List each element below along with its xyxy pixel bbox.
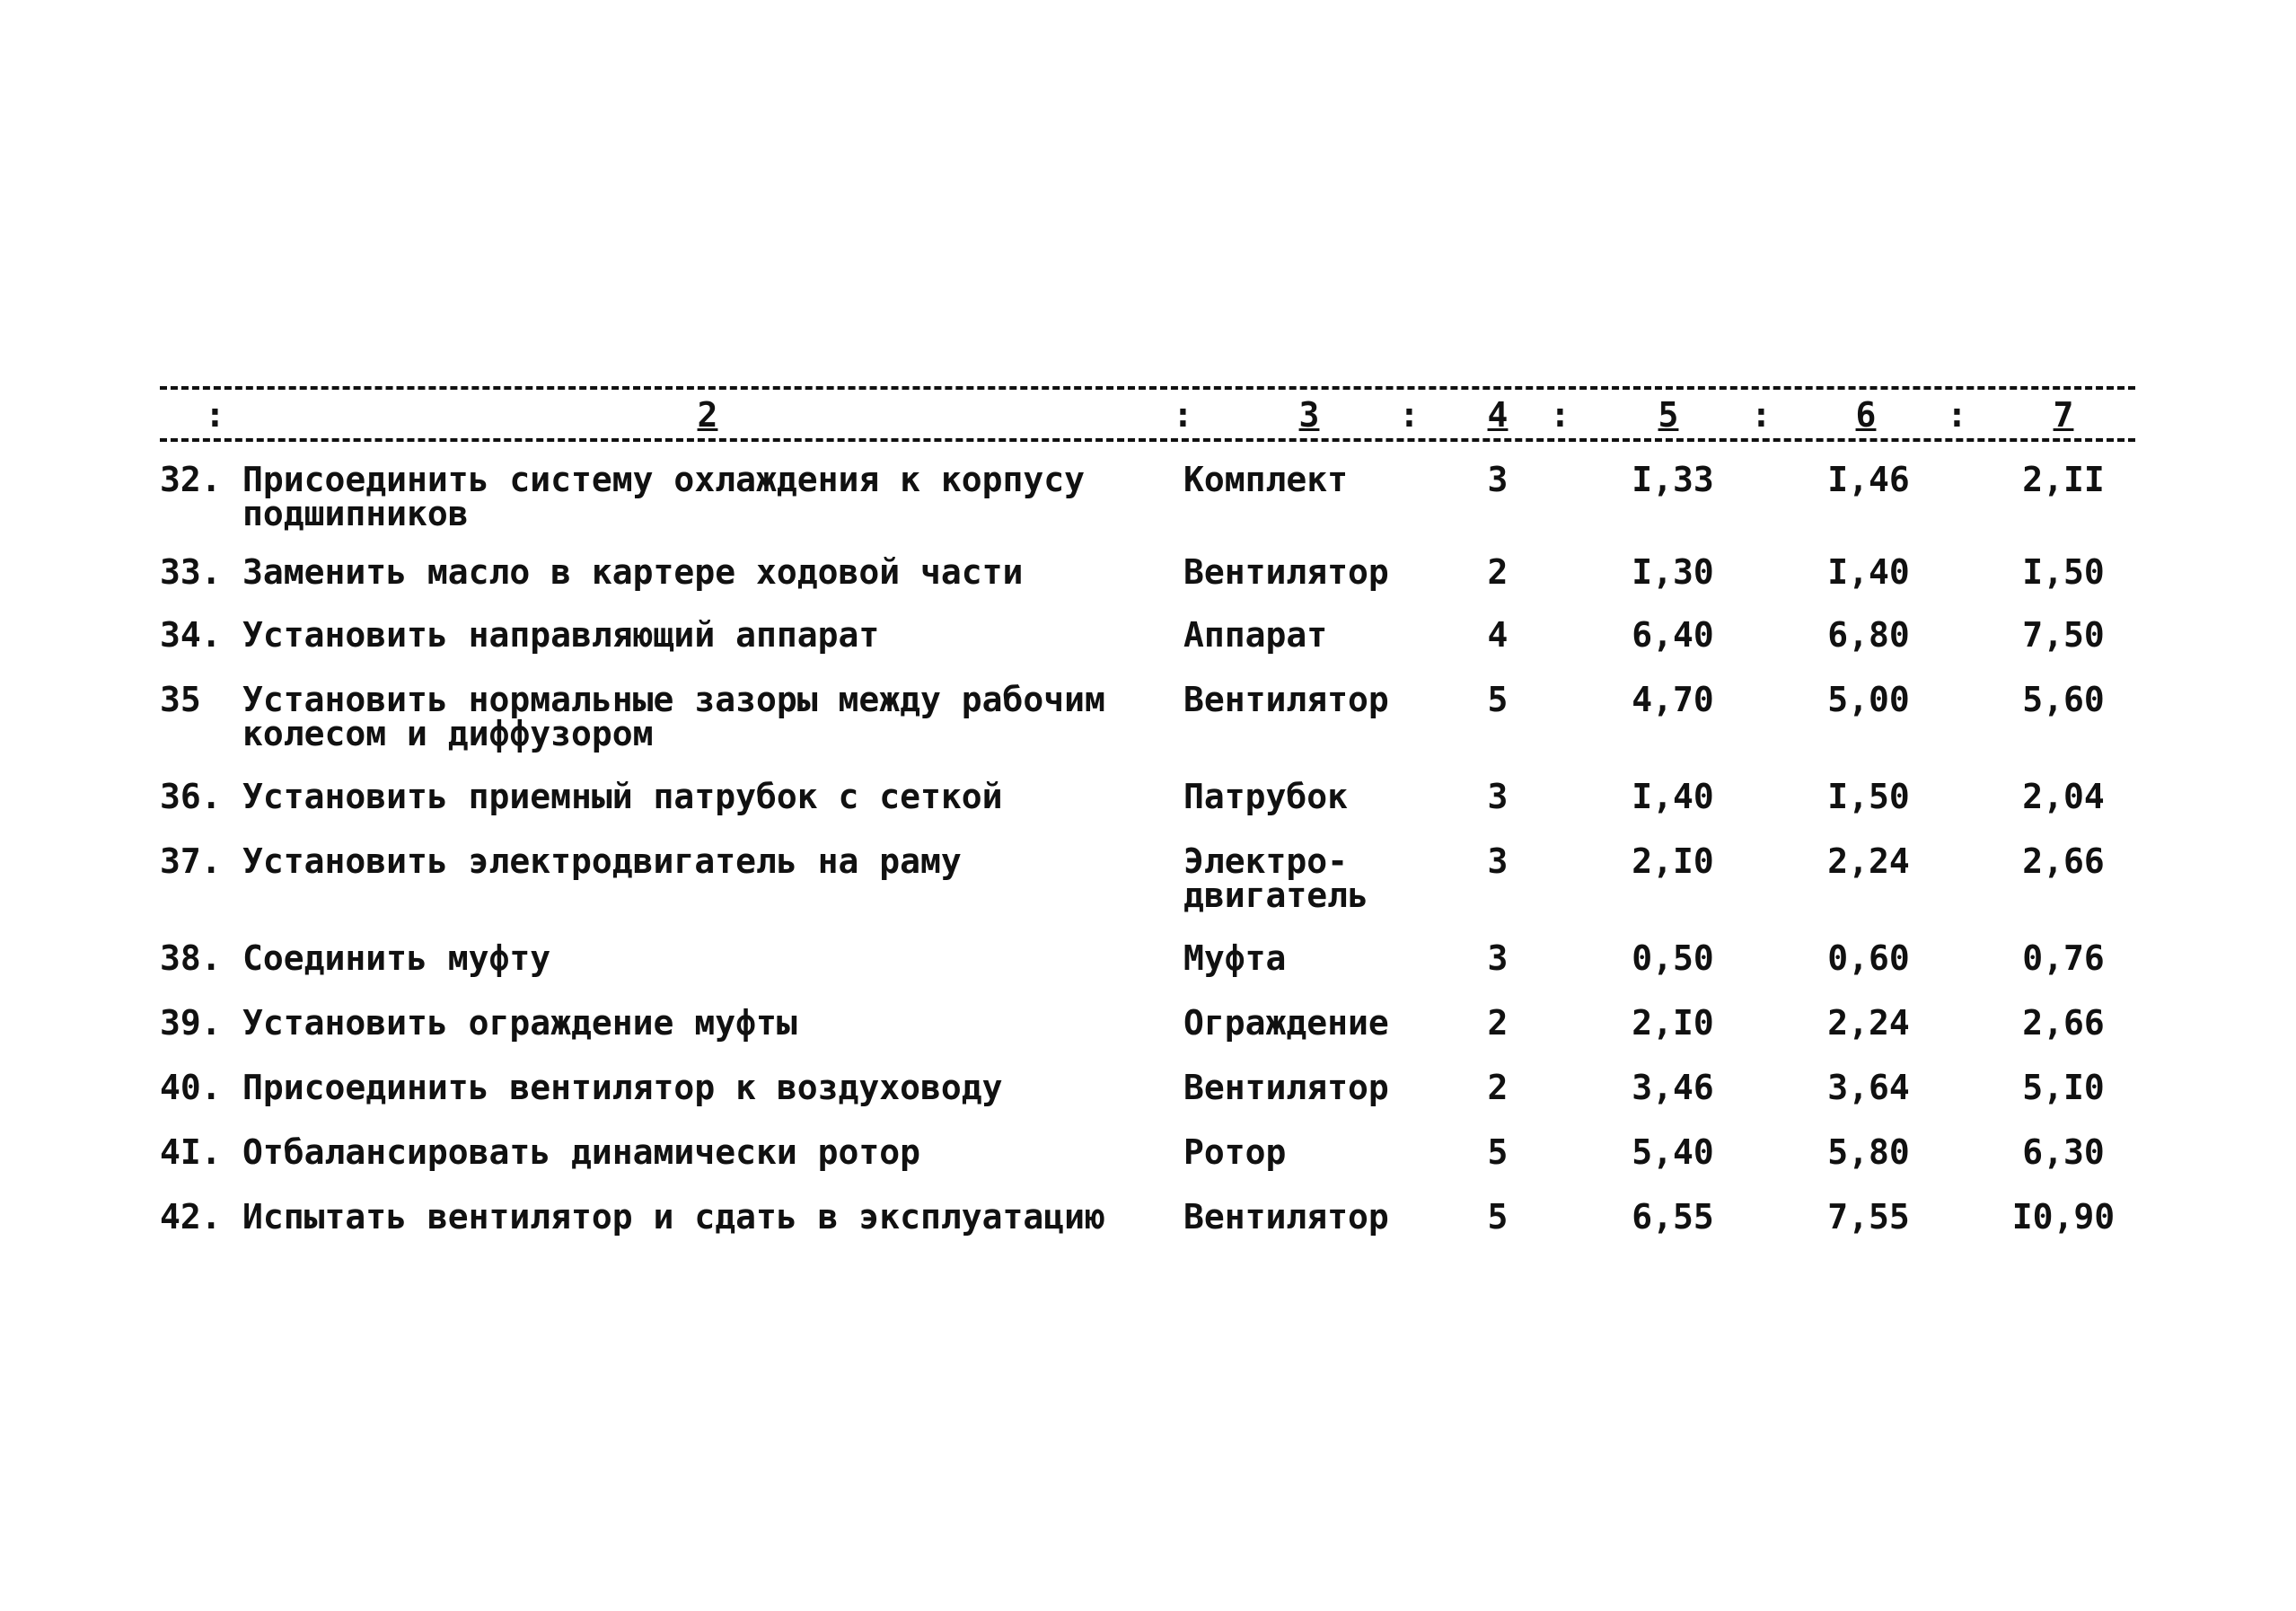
col-5-value: I,40	[1632, 777, 1714, 816]
col-4-value: 3	[1487, 841, 1509, 881]
col-6-value: I,40	[1827, 552, 1910, 592]
col-6-value: 7,55	[1827, 1197, 1910, 1237]
col-7-value: 2,66	[2022, 841, 2105, 881]
row-number: 33.	[160, 552, 222, 592]
col-5-value: 5,40	[1632, 1132, 1714, 1172]
header-col-3: 3	[1298, 395, 1320, 435]
row-number: 32.	[160, 460, 222, 499]
col-4-value: 3	[1487, 938, 1509, 978]
header-col-4: 4	[1487, 395, 1509, 435]
operation-description: Установить нормальные зазоры между рабочим колесом и диффузором	[242, 680, 1105, 753]
operation-description: Отбалансировать динамически ротор	[242, 1132, 920, 1172]
unit-name: Комплект	[1183, 460, 1349, 499]
col-5-value: I,30	[1632, 552, 1714, 592]
row-number: 38.	[160, 938, 222, 978]
header-separator: :	[1947, 395, 1967, 435]
col-4-value: 2	[1487, 1068, 1509, 1107]
row-number: 35	[160, 680, 201, 719]
col-6-value: 3,64	[1827, 1068, 1910, 1107]
operation-description: Установить приемный патрубок с сеткой	[242, 777, 1003, 816]
col-5-value: 4,70	[1632, 680, 1714, 719]
row-number: 4I.	[160, 1132, 222, 1172]
col-6-value: 0,60	[1827, 938, 1910, 978]
unit-name: Ограждение	[1183, 1003, 1389, 1043]
col-6-value: 2,24	[1827, 1003, 1910, 1043]
col-4-value: 2	[1487, 552, 1509, 592]
col-7-value: 7,50	[2022, 615, 2105, 655]
col-5-value: 6,40	[1632, 615, 1714, 655]
row-number: 37.	[160, 841, 222, 881]
col-7-value: 2,66	[2022, 1003, 2105, 1043]
col-6-value: 6,80	[1827, 615, 1910, 655]
unit-name: Муфта	[1183, 938, 1287, 978]
header-separator: :	[1751, 395, 1772, 435]
col-7-value: I,50	[2022, 552, 2105, 592]
unit-name: Аппарат	[1183, 615, 1328, 655]
col-4-value: 5	[1487, 1197, 1509, 1237]
row-number: 39.	[160, 1003, 222, 1043]
col-4-value: 2	[1487, 1003, 1509, 1043]
unit-name: Патрубок	[1183, 777, 1349, 816]
header-separator: :	[1173, 395, 1193, 435]
header-col-5: 5	[1658, 395, 1679, 435]
unit-name: Вентилятор	[1183, 1068, 1389, 1107]
col-4-value: 3	[1487, 460, 1509, 499]
col-5-value: 2,I0	[1632, 841, 1714, 881]
col-5-value: 0,50	[1632, 938, 1714, 978]
col-5-value: I,33	[1632, 460, 1714, 499]
header-separator: :	[1399, 395, 1420, 435]
row-number: 34.	[160, 615, 222, 655]
col-6-value: 5,00	[1827, 680, 1910, 719]
operation-description: Установить электродвигатель на раму	[242, 841, 962, 881]
header-separator: :	[1550, 395, 1570, 435]
operation-description: Испытать вентилятор и сдать в эксплуатацию	[242, 1197, 1105, 1237]
col-6-value: 2,24	[1827, 841, 1910, 881]
top-dashed-rule	[160, 386, 2135, 390]
col-4-value: 4	[1487, 615, 1509, 655]
col-6-value: 5,80	[1827, 1132, 1910, 1172]
unit-name: Электро- двигатель	[1183, 841, 1368, 915]
header-bottom-dashed-rule	[160, 438, 2135, 442]
col-5-value: 3,46	[1632, 1068, 1714, 1107]
unit-name: Ротор	[1183, 1132, 1287, 1172]
col-6-value: I,46	[1827, 460, 1910, 499]
col-6-value: I,50	[1827, 777, 1910, 816]
operation-description: Установить направляющий аппарат	[242, 615, 880, 655]
row-number: 36.	[160, 777, 222, 816]
col-7-value: 2,04	[2022, 777, 2105, 816]
operation-description: Присоединить систему охлаждения к корпусу подшипников	[242, 460, 1085, 533]
col-7-value: 0,76	[2022, 938, 2105, 978]
col-5-value: 2,I0	[1632, 1003, 1714, 1043]
operation-description: Заменить масло в картере ходовой части	[242, 552, 1024, 592]
col-4-value: 5	[1487, 1132, 1509, 1172]
unit-name: Вентилятор	[1183, 680, 1389, 719]
operation-description: Соединить муфту	[242, 938, 551, 978]
row-number: 40.	[160, 1068, 222, 1107]
col-5-value: 6,55	[1632, 1197, 1714, 1237]
col-7-value: I0,90	[2011, 1197, 2116, 1237]
operation-description: Присоединить вентилятор к воздуховоду	[242, 1068, 1003, 1107]
header-col-7: 7	[2053, 395, 2074, 435]
col-7-value: 6,30	[2022, 1132, 2105, 1172]
unit-name: Вентилятор	[1183, 552, 1389, 592]
operation-description: Установить ограждение муфты	[242, 1003, 797, 1043]
col-7-value: 5,I0	[2022, 1068, 2105, 1107]
header-col-6: 6	[1855, 395, 1877, 435]
header-separator: :	[205, 395, 225, 435]
unit-name: Вентилятор	[1183, 1197, 1389, 1237]
col-7-value: 5,60	[2022, 680, 2105, 719]
header-col-2: 2	[697, 395, 718, 435]
col-4-value: 3	[1487, 777, 1509, 816]
col-7-value: 2,II	[2022, 460, 2105, 499]
row-number: 42.	[160, 1197, 222, 1237]
col-4-value: 5	[1487, 680, 1509, 719]
